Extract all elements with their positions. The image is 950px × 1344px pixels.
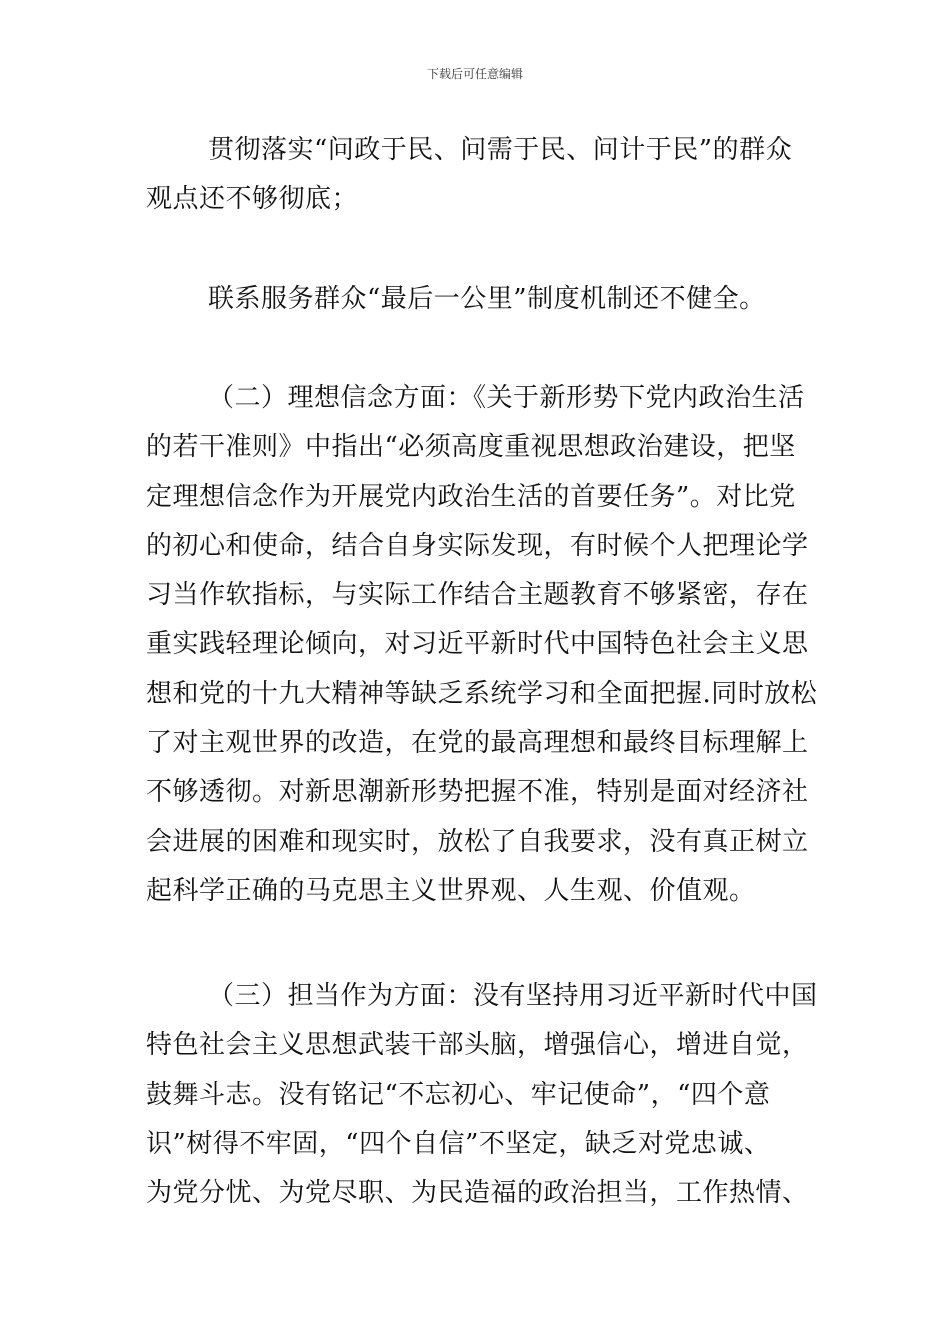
text-line: 观点还不够彻底； xyxy=(146,184,359,215)
text-line: 鼓舞斗志。没有铭记“不忘初心、牢记使命”，“四个意 xyxy=(146,1079,771,1110)
text-line: 习当作软指标，与实际工作结合主题教育不够紧密，存在 xyxy=(146,580,809,611)
text-line: 想和党的十九大精神等缺乏系统学习和全面把握.同时放松 xyxy=(146,678,818,709)
text-line: 贯彻落实“问政于民、问需于民、问计于民”的群众 xyxy=(208,135,793,165)
text-line: （二）理想信念方面：《关于新形势下党内政治生活 xyxy=(208,383,805,413)
paragraph-3 xyxy=(146,374,816,916)
text-line: 不够透彻。对新思潮新形势把握不准，特别是面对经济社 xyxy=(146,777,809,808)
text-line: 联系服务群众“最后一公里”制度机制还不健全。 xyxy=(208,284,766,314)
paragraph-4 xyxy=(146,972,816,1218)
text-line: 定理想信念作为开展党内政治生活的首要任务”。对比党 xyxy=(146,481,796,512)
page-header: 下载后可任意编辑 xyxy=(426,67,523,81)
text-line: 的若干准则》中指出“必须高度重视思想政治建设，把坚 xyxy=(146,432,796,463)
text-line: 为党分忧、为党尽职、为民造福的政治担当，工作热情、 xyxy=(146,1178,809,1209)
text-line: （三）担当作为方面：没有坚持用习近平新时代中国 xyxy=(208,981,818,1011)
text-line: 的初心和使命，结合自身实际发现，有时候个人把理论学 xyxy=(146,530,809,561)
text-line: 重实践轻理论倾向，对习近平新时代中国特色社会主义思 xyxy=(146,629,809,660)
paragraph-1 xyxy=(146,126,816,225)
text-line: 起科学正确的马克思主义世界观、人生观、价值观。 xyxy=(146,875,756,906)
text-line: 会进展的困难和现实时，放松了自我要求，没有真正树立 xyxy=(146,826,809,857)
text-line: 识”树得不牢固，“四个自信”不坚定，缺乏对党忠诚、 xyxy=(146,1128,771,1159)
paragraph-2 xyxy=(146,275,816,324)
text-line: 了对主观世界的改造，在党的最高理想和最终目标理解上 xyxy=(146,728,809,759)
text-line: 特色社会主义思想武装干部头脑，增强信心，增进自觉， xyxy=(146,1030,809,1061)
